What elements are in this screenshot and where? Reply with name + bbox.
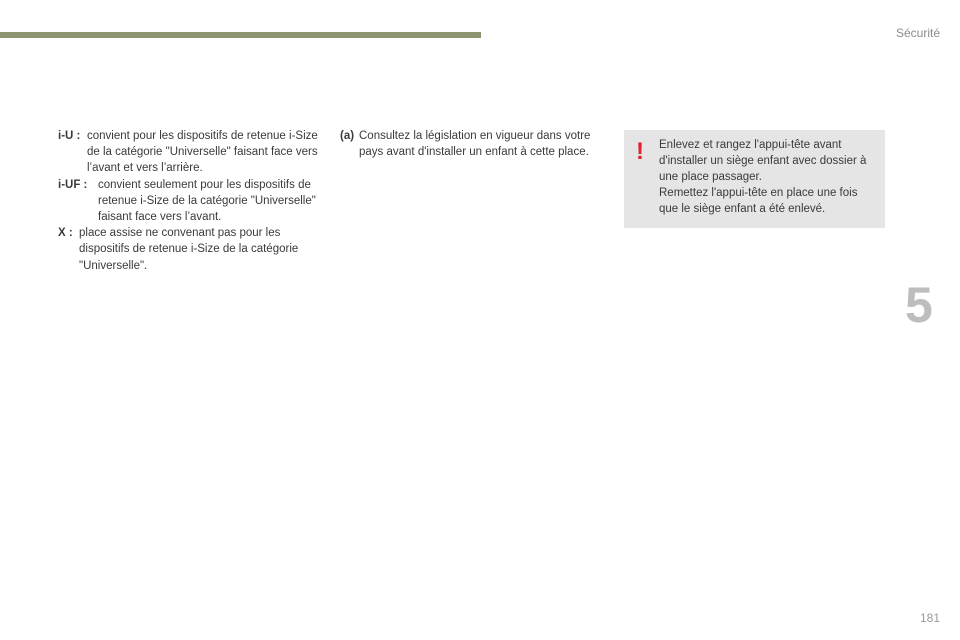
warning-line-2: Remettez l'appui-tête en place une fois que le siège enfant a été enlevé. xyxy=(659,187,858,215)
chapter-number: 5 xyxy=(905,277,933,333)
footnote-text: Consultez la législation en vigueur dans votre pays avant d'installer un enfant à cette place. xyxy=(359,130,591,159)
page-number: 181 xyxy=(919,611,940,625)
warning-text xyxy=(659,137,879,217)
warning-box xyxy=(624,130,885,228)
definition-text: convient seulement pour les dispositifs de retenue i-Size de la catégorie "Universelle" faisant face vers l’avant. xyxy=(98,178,316,224)
section-title: Sécurité xyxy=(895,26,940,40)
warning-line-1: Enlevez et rangez l'appui-tête avant d'installer un siège enfant avec dossier à une place passager. xyxy=(659,139,867,183)
definition-term: i-UF : xyxy=(58,178,88,191)
definitions-list xyxy=(58,128,328,274)
definition-iu xyxy=(58,128,328,177)
definition-x xyxy=(58,225,328,274)
footnote-entry xyxy=(340,128,610,160)
definition-iuf xyxy=(58,177,328,226)
definition-text: convient pour les dispositifs de retenue i-Size de la catégorie "Universelle" faisant face vers l’avant et vers l’arrière. xyxy=(87,130,318,175)
header-accent-bar xyxy=(0,32,481,38)
footnote xyxy=(340,128,610,160)
definition-text: place assise ne convenant pas pour les dispositifs de retenue i-Size de la catégorie "Universelle". xyxy=(79,227,299,272)
definition-term: i-U : xyxy=(58,130,81,142)
definition-term: X : xyxy=(58,227,73,240)
exclamation-icon: ! xyxy=(636,138,644,165)
footnote-marker: (a) xyxy=(340,130,355,142)
